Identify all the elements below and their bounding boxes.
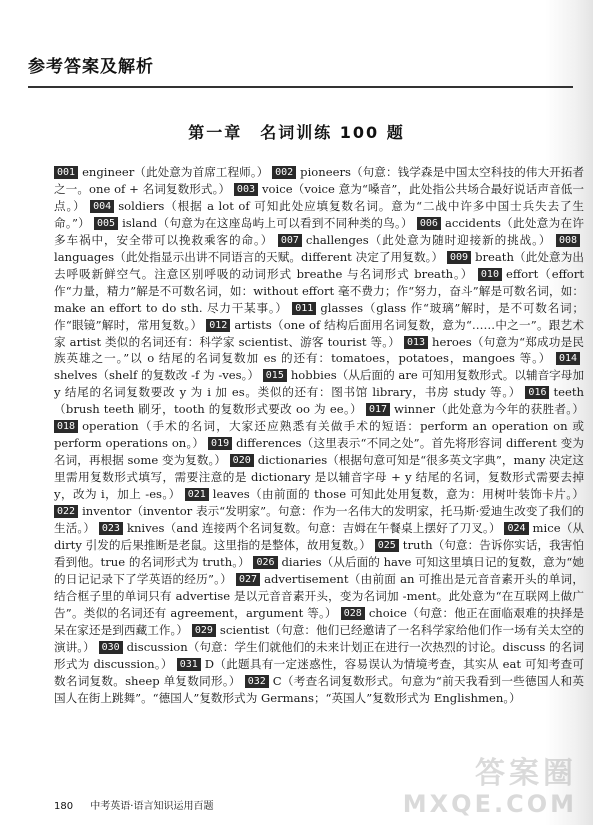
chapter-title: 第一章 名词训练 100 题 bbox=[188, 123, 405, 142]
question-number-badge: 005 bbox=[94, 217, 118, 230]
answer-text: glasses（glass 作“玻璃”解时，是不可数名词；作“眼镜”解时，常用复数。） bbox=[54, 300, 585, 332]
question-number-badge: 008 bbox=[556, 234, 580, 247]
answer-text: artists（one of 结构后面用名词复数，意为“……中之一”。跟艺术家 artist 类似的名词还有：科学家 scientist、游客 tourist 等。） bbox=[54, 317, 584, 349]
question-number-badge: 029 bbox=[192, 624, 216, 637]
question-number-badge: 023 bbox=[99, 522, 123, 535]
section-header: 参考答案及解析 bbox=[28, 57, 154, 77]
question-number-badge: 030 bbox=[99, 641, 123, 654]
question-number-badge: 025 bbox=[375, 539, 399, 552]
answer-text: effort（effort 作“力量，精力”解是不可数名词，如：without effort 毫不费力；作“努力，奋斗”解是可数名词，如：make an effort to do sth. 尽力干某事。） bbox=[54, 266, 584, 315]
question-number-badge: 012 bbox=[206, 319, 230, 332]
header-rule bbox=[28, 86, 573, 88]
answer-text: diaries（从后面的 have 可知这里填日记的复数，意为“她的日记记录下了学英语的经历”。） bbox=[54, 554, 584, 586]
question-number-badge: 004 bbox=[90, 200, 114, 213]
question-number-badge: 026 bbox=[253, 556, 277, 569]
question-number-badge: 002 bbox=[272, 166, 296, 179]
answer-body bbox=[54, 164, 584, 707]
question-number-badge: 027 bbox=[236, 573, 260, 586]
answer-text: inventor（inventor 表示“发明家”。句意：作为一名伟大的发明家，托马斯·爱迪生改变了我们的生活。） bbox=[54, 504, 584, 536]
answer-text: truth（句意：告诉你实话，我害怕看到他。true 的名词形式为 truth。） bbox=[54, 537, 584, 569]
question-number-badge: 028 bbox=[341, 607, 365, 620]
answer-text: differences（这里表示“不同之处”。首先将形容词 different 变为名词，再根据 some 变为复数。） bbox=[54, 436, 584, 468]
watermark-logo bbox=[403, 757, 577, 817]
watermark-line2: MXQE.COM bbox=[402, 790, 577, 818]
answer-text: engineer（此处意为首席工程师。） bbox=[82, 165, 269, 179]
question-number-badge: 006 bbox=[417, 217, 441, 230]
answer-entry bbox=[366, 402, 584, 416]
page-footer bbox=[54, 797, 213, 812]
book-title: 中考英语·语言知识运用百题 bbox=[90, 801, 214, 812]
answer-text: scientist（句意：他们已经邀请了一名科学家给他们作一场有关太空的演讲。） bbox=[54, 622, 584, 654]
answer-text: winner（此处意为今年的获胜者。） bbox=[394, 402, 584, 417]
answer-text: heroes（句意为“郑成功是民族英雄之一。”以 o 结尾的名词复数加 es 的还有：tomatoes，potatoes，mangoes 等。） bbox=[54, 334, 584, 366]
question-number-badge: 022 bbox=[54, 505, 78, 518]
question-number-badge: 001 bbox=[54, 166, 78, 179]
answer-entry bbox=[185, 487, 584, 501]
question-number-badge: 019 bbox=[208, 437, 232, 450]
answer-text: mice（从 dirty 引发的后果推断是老鼠。这里指的是整体，故用复数。） bbox=[54, 521, 585, 552]
answer-entry bbox=[278, 233, 552, 247]
question-number-badge: 010 bbox=[478, 268, 502, 281]
answer-text: teeth（brush teeth 刷牙，tooth 的复数形式要改 oo 为 ee。） bbox=[54, 385, 584, 417]
answer-text: breath（此处意为出去呼吸新鲜空气。注意区别呼吸的动词形式 breathe 与名词形式 breath。） bbox=[54, 249, 584, 281]
question-number-badge: 020 bbox=[230, 454, 254, 467]
answer-text: advertisement（由前面 an 可推出是元音音素开头的单词，结合框子里的单词只有 advertise 是以元音音素开头，变为名词加 -ment。此处意为“在互联网上做广告”。类似的名词还有 agreement，argument 等。） bbox=[54, 571, 584, 620]
answer-text: languages（此处指显示出讲不同语言的天赋。different 决定了用复数。） bbox=[54, 249, 444, 264]
answer-text: D（此题具有一定迷惑性，容易误认为情境考查，其实从 eat 可知考查可数名词复数。sheep 单复数同形。） bbox=[54, 656, 585, 688]
question-number-badge: 015 bbox=[263, 369, 287, 382]
answer-entry bbox=[94, 216, 413, 230]
answer-text: operation（手术的名词，大家还应熟悉有关做手术的短语：perform an operation on 或 perform operations on。） bbox=[54, 419, 584, 451]
question-number-badge: 018 bbox=[54, 420, 78, 433]
answer-text: leaves（由前面的 those 可知此处用复数，意为：用树叶装饰卡片。） bbox=[212, 487, 585, 502]
question-number-badge: 011 bbox=[292, 302, 316, 315]
question-number-badge: 009 bbox=[447, 251, 471, 264]
answer-text: dictionaries（根据句意可知是“很多英文字典”，many 决定这里需用复数形式填写，需要注意的是 dictionary 是以辅音字母 + y 结尾的名词，复数形式需要去掉 y，改为 i，加上 -es。） bbox=[54, 453, 584, 502]
answer-text: island（句意为在这座岛屿上可以看到不同种类的鸟。） bbox=[122, 215, 413, 230]
answer-text: discussion（句意：学生们就他们的未来计划正在进行一次热烈的讨论。discuss 的名词形式为 discussion。） bbox=[54, 639, 584, 671]
answer-text: soldiers（根据 a lot of 可知此处应填复数名词。意为“二战中许多中国士兵失去了生命。”） bbox=[54, 198, 585, 230]
question-number-badge: 024 bbox=[504, 522, 528, 535]
answer-text: challenges（此处意为随时迎接新的挑战。） bbox=[305, 232, 552, 247]
watermark-line1: 答案圈 bbox=[475, 756, 577, 791]
answer-text: accidents（此处意为在许多车祸中，安全带可以挽救乘客的命。） bbox=[54, 215, 585, 247]
question-number-badge: 003 bbox=[234, 183, 258, 196]
question-number-badge: 007 bbox=[278, 234, 302, 247]
answer-text: hobbies（从后面的 are 可知用复数形式。以辅音字母加 y 结尾的名词复数要改 y 为 i 加 es。类似的还有：图书馆 library，书房 study 等。） bbox=[54, 368, 585, 400]
page-number: 180 bbox=[54, 801, 74, 812]
answer-text: choice（句意：他正在面临艰难的抉择是呆在家还是到西藏工作。） bbox=[54, 605, 584, 637]
answer-text: voice（voice 意为“嗓音”，此处指公共场合最好说话声音低一点。） bbox=[54, 181, 584, 213]
question-number-badge: 016 bbox=[525, 386, 549, 399]
answer-text: shelves（shelf 的复数改 -f 为 -ves。） bbox=[54, 368, 260, 383]
answer-text: C（考查名词复数形式。句意为“前天我看到一些德国人和英国人在街上跳舞”。“德国人”复数形式为 Germans；“英国人”复数形式为 Englishmen。） bbox=[54, 673, 585, 705]
question-number-badge: 032 bbox=[245, 675, 269, 688]
question-number-badge: 017 bbox=[366, 403, 390, 416]
question-number-badge: 031 bbox=[177, 658, 201, 671]
answer-entry bbox=[99, 521, 501, 535]
question-number-badge: 021 bbox=[185, 488, 209, 501]
question-number-badge: 014 bbox=[556, 352, 580, 365]
answer-entry bbox=[54, 165, 268, 179]
question-number-badge: 013 bbox=[404, 336, 428, 349]
answer-text: knives（and 连接两个名词复数。句意：吉姆在午餐桌上摆好了刀叉。） bbox=[126, 521, 501, 536]
answer-text: pioneers（句意：钱学森是中国太空科技的伟大开拓者之一。one of + 名词复数形式。） bbox=[54, 165, 584, 196]
